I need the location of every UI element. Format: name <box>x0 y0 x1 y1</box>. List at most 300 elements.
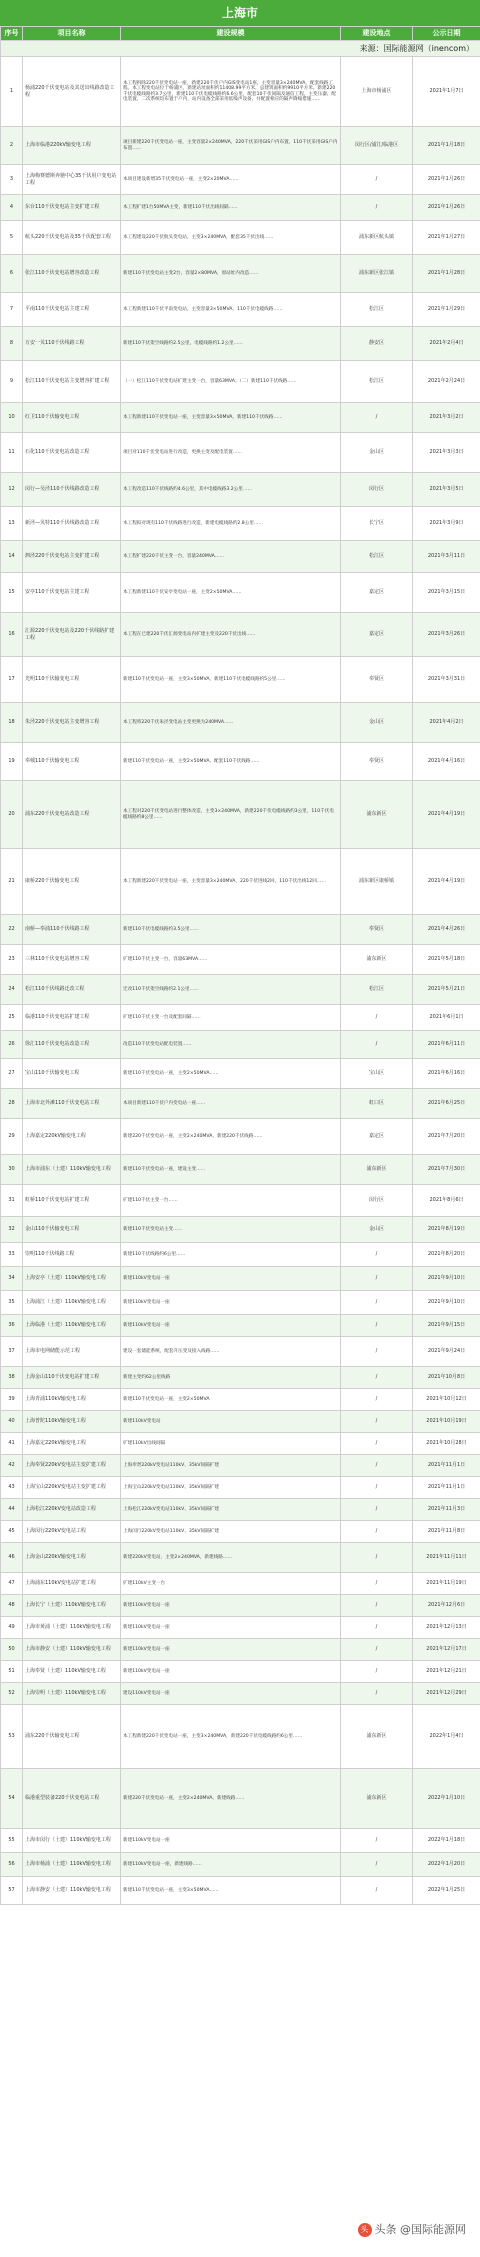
row-scale: 扩建110千伏主变一台，容量63MVA…… <box>121 945 341 975</box>
row-date: 2021年11月11日 <box>413 1543 480 1573</box>
row-name: 杨浦220千伏变电站及其送出线路改造工程 <box>23 57 121 127</box>
row-location: 浦东新区 <box>341 945 413 975</box>
table-row <box>1 573 480 613</box>
row-name: 上海普陀110kV输变电工程 <box>23 1411 121 1433</box>
row-name: 松江110千伏变电站主变增容扩建工程 <box>23 361 121 403</box>
row-location: / <box>341 1499 413 1521</box>
row-date: 2021年11月3日 <box>413 1499 480 1521</box>
table-row <box>1 1617 480 1639</box>
row-scale: 建设一套储能系统，配套升压变及接入线路…… <box>121 1337 341 1367</box>
row-no: 45 <box>1 1521 23 1543</box>
table-row <box>1 1877 480 1905</box>
row-scale: 本工程建设220千伏航头变电站，主变3×240MVA，配套35千伏出线…… <box>121 221 341 255</box>
table-row <box>1 1155 480 1185</box>
row-date: 2021年4月19日 <box>413 781 480 849</box>
row-no: 25 <box>1 1005 23 1031</box>
row-date: 2021年2月4日 <box>413 327 480 361</box>
row-date: 2022年1月10日 <box>413 1769 480 1829</box>
row-date: 2021年12月21日 <box>413 1661 480 1683</box>
row-scale: 新建220千伏变电站一座，主变2×240MVA，新建220千伏线路…… <box>121 1119 341 1155</box>
row-no: 7 <box>1 293 23 327</box>
row-name: 上海梅赛德斯奔驰中心35千伏用户变电站工程 <box>23 165 121 195</box>
row-location: / <box>341 1031 413 1059</box>
row-name: 上海浦江（土建）110kV输变电工程 <box>23 1291 121 1315</box>
row-location: 嘉定区 <box>341 573 413 613</box>
row-no: 32 <box>1 1217 23 1243</box>
row-date: 2021年10月19日 <box>413 1411 480 1433</box>
row-no: 33 <box>1 1243 23 1267</box>
row-no: 44 <box>1 1499 23 1521</box>
header-scale: 建设规模 <box>121 27 341 41</box>
header-name: 项目名称 <box>23 27 121 41</box>
row-location: / <box>341 1639 413 1661</box>
header-no: 序号 <box>1 27 23 41</box>
row-location: 虹口区 <box>341 1089 413 1119</box>
row-location: / <box>341 1617 413 1639</box>
row-scale: 本项目建设新增35千伏变电站一座，主变2×20MVA…… <box>121 165 341 195</box>
row-scale: 本工程新建220千伏变电站一座，主变容量3×240MVA，220千伏进线2回，110千伏出线12回…… <box>121 849 341 915</box>
table-row <box>1 975 480 1005</box>
row-location: 上海市杨浦区 <box>341 57 413 127</box>
row-date: 2021年7月20日 <box>413 1119 480 1155</box>
row-location: 嘉定区 <box>341 613 413 657</box>
row-name: 南桥—奉浦110千伏线路工程 <box>23 915 121 945</box>
row-no: 5 <box>1 221 23 255</box>
row-name: 泗泾220千伏变电站主变扩建工程 <box>23 541 121 573</box>
row-location: / <box>341 1411 413 1433</box>
row-location: 松江区 <box>341 293 413 327</box>
row-name: 上海市临港220kV输变电工程 <box>23 127 121 165</box>
row-name: 上海嘉定220kV输变电工程 <box>23 1119 121 1155</box>
row-location: / <box>341 165 413 195</box>
row-scale: 新建110千伏变电站主变2台，容量2×80MVA，原站址内改造…… <box>121 255 341 293</box>
row-no: 13 <box>1 507 23 541</box>
table-row <box>1 1829 480 1853</box>
row-scale: 新建220千伏变电站一座，主变2×240MVA，新建线路…… <box>121 1769 341 1829</box>
row-name: 朱泾220千伏变电站主变增容工程 <box>23 703 121 743</box>
row-scale: 新建110kV变电站一座 <box>121 1829 341 1853</box>
row-date: 2021年3月2日 <box>413 403 480 433</box>
row-location: / <box>341 1521 413 1543</box>
row-date: 2021年3月11日 <box>413 541 480 573</box>
table-row <box>1 1243 480 1267</box>
row-scale: 上海松江220kV变电站110kV、35kV间隔扩建 <box>121 1499 341 1521</box>
table-row <box>1 1337 480 1367</box>
row-date: 2021年3月5日 <box>413 473 480 507</box>
table-row <box>1 657 480 703</box>
row-scale: 上海闵行220kV变电站110kV、35kV间隔扩建 <box>121 1521 341 1543</box>
row-no: 55 <box>1 1829 23 1853</box>
row-scale: 项目新建220千伏变电站一座，主变容量2×240MVA，220千伏采用GIS户内布置，110千伏采用GIS户内布置…… <box>121 127 341 165</box>
row-scale: 扩建110千伏主变一台及配套间隔…… <box>121 1005 341 1031</box>
row-location: 浦东新区 <box>341 1769 413 1829</box>
row-date: 2021年9月10日 <box>413 1291 480 1315</box>
row-date: 2021年4月16日 <box>413 743 480 781</box>
table-row <box>1 221 480 255</box>
row-location: / <box>341 1337 413 1367</box>
row-date: 2021年3月9日 <box>413 507 480 541</box>
row-no: 21 <box>1 849 23 915</box>
row-name: 石化110千伏变电站改造工程 <box>23 433 121 473</box>
row-scale: 本工程新建110千伏平南变电站，主变容量3×50MVA，110千伏电缆线路…… <box>121 293 341 327</box>
row-location: / <box>341 1477 413 1499</box>
row-location: 嘉定区 <box>341 1119 413 1155</box>
toutiao-logo-icon: 头 <box>358 2223 372 2237</box>
row-name: 上海市电网储能示范工程 <box>23 1337 121 1367</box>
row-location: / <box>341 1005 413 1031</box>
row-location: 闵行区 <box>341 473 413 507</box>
row-name: 上海市静安（土建）110kV输变电工程 <box>23 1639 121 1661</box>
row-date: 2021年11月1日 <box>413 1477 480 1499</box>
row-location: 松江区 <box>341 541 413 573</box>
row-scale: 项目对110千伏变电站进行改造，更换主变及配电装置…… <box>121 433 341 473</box>
table-row <box>1 945 480 975</box>
table-row <box>1 541 480 573</box>
row-scale: 新建110千伏线路约6公里…… <box>121 1243 341 1267</box>
row-no: 31 <box>1 1185 23 1217</box>
row-scale: 上海奉贤220kV变电站110kV、35kV间隔扩建 <box>121 1455 341 1477</box>
row-name: 宝山110千伏输变电工程 <box>23 1059 121 1089</box>
row-no: 3 <box>1 165 23 195</box>
source-note: 来源：国际能源网（inencom） <box>1 41 480 57</box>
row-location: / <box>341 1367 413 1389</box>
row-name: 上海奉贤220kV变电站主变扩建工程 <box>23 1455 121 1477</box>
row-date: 2021年2月24日 <box>413 361 480 403</box>
row-no: 22 <box>1 915 23 945</box>
row-date: 2021年6月11日 <box>413 1031 480 1059</box>
table-row <box>1 703 480 743</box>
row-scale: 本工程新建220千伏变电站一座，主变3×240MVA，新建220千伏电缆线路约6公里…… <box>121 1705 341 1769</box>
row-scale: 本工程扩建1台50MVA主变，新建110千伏出线间隔…… <box>121 195 341 221</box>
row-scale: 新建110kV变电站一座 <box>121 1315 341 1337</box>
table-row <box>1 849 480 915</box>
row-name: 新泾—贝特110千伏线路改造工程 <box>23 507 121 541</box>
row-name: 上海嘉定220kV输变电工程 <box>23 1433 121 1455</box>
row-name: 上海市杨浦（土建）110kV输变电工程 <box>23 1853 121 1877</box>
row-no: 19 <box>1 743 23 781</box>
row-name: 航头220千伏变电站及35千伏配套工程 <box>23 221 121 255</box>
row-scale: 扩建110千伏主变一台…… <box>121 1185 341 1217</box>
table-row <box>1 1005 480 1031</box>
row-date: 2021年5月21日 <box>413 975 480 1005</box>
table-row <box>1 1217 480 1243</box>
table-row <box>1 1389 480 1411</box>
row-date: 2021年4月19日 <box>413 849 480 915</box>
table-row <box>1 127 480 165</box>
row-date: 2021年12月6日 <box>413 1595 480 1617</box>
row-scale: 本项目新建110千伏户内变电站一座…… <box>121 1089 341 1119</box>
row-scale: 新建110千伏变电站主变…… <box>121 1217 341 1243</box>
row-date: 2021年3月3日 <box>413 433 480 473</box>
row-name: 万安一贝110千伏线路工程 <box>23 327 121 361</box>
table-row <box>1 1455 480 1477</box>
row-name: 上海临港（土建）110kV输变电工程 <box>23 1315 121 1337</box>
row-scale: 扩建110kV主变一台 <box>121 1573 341 1595</box>
row-location: 金山区 <box>341 1217 413 1243</box>
row-scale: 新建110千伏变电站一座，主变3×50MVA，新建110千伏电缆线路约5公里…… <box>121 657 341 703</box>
header-date: 公示日期 <box>413 27 480 41</box>
row-location: 奉贤区 <box>341 657 413 703</box>
row-date: 2021年10月8日 <box>413 1367 480 1389</box>
row-date: 2022年1月18日 <box>413 1829 480 1853</box>
row-date: 2021年8月19日 <box>413 1217 480 1243</box>
row-name: 汇源220千伏变电站及220千伏线路扩建工程 <box>23 613 121 657</box>
table-row <box>1 327 480 361</box>
row-scale: 新建110kV变电站 <box>121 1411 341 1433</box>
row-location: 金山区 <box>341 433 413 473</box>
row-name: 东台110千伏变电站主变扩建工程 <box>23 195 121 221</box>
row-name: 上海闵行220kV变电站工程 <box>23 1521 121 1543</box>
row-no: 54 <box>1 1769 23 1829</box>
row-date: 2021年1月7日 <box>413 57 480 127</box>
row-name: 三林110千伏变电站增容工程 <box>23 945 121 975</box>
row-no: 4 <box>1 195 23 221</box>
table-row <box>1 1477 480 1499</box>
table-row <box>1 165 480 195</box>
row-scale: 本工程将220千伏朱泾变电站主变更换为240MVA…… <box>121 703 341 743</box>
row-name: 上海市浦东（土建）110kV输变电工程 <box>23 1155 121 1185</box>
row-date: 2021年11月8日 <box>413 1521 480 1543</box>
table-row <box>1 403 480 433</box>
row-date: 2021年6月25日 <box>413 1089 480 1119</box>
row-no: 53 <box>1 1705 23 1769</box>
watermark-text: 头条 @国际能源网 <box>374 2223 466 2237</box>
row-scale: 新建110kV变电站一座 <box>121 1595 341 1617</box>
row-date: 2021年3月15日 <box>413 573 480 613</box>
table-row <box>1 1853 480 1877</box>
row-location: 浦东新区康桥镇 <box>341 849 413 915</box>
row-name: 金山110千伏输变电工程 <box>23 1217 121 1243</box>
row-scale: 新建110kV变电站一座 <box>121 1617 341 1639</box>
row-no: 27 <box>1 1059 23 1089</box>
row-location: / <box>341 1595 413 1617</box>
row-scale: （一）松江110千伏变电站扩建主变一台，容量63MVA；（二）新建110千伏线路…… <box>121 361 341 403</box>
row-location: / <box>341 1573 413 1595</box>
table-row <box>1 1705 480 1769</box>
row-date: 2021年1月18日 <box>413 127 480 165</box>
row-scale: 本工程改造110千伏线路约4.6公里，其中电缆线路3.2公里…… <box>121 473 341 507</box>
row-date: 2021年1月29日 <box>413 293 480 327</box>
row-name: 闵行—吴泾110千伏线路改造工程 <box>23 473 121 507</box>
row-scale: 建设110kV变电站一座 <box>121 1683 341 1705</box>
table-row <box>1 255 480 293</box>
row-name: 上海崇明（土建）110kV输变电工程 <box>23 1683 121 1705</box>
row-date: 2021年10月12日 <box>413 1389 480 1411</box>
row-date: 2021年4月26日 <box>413 915 480 945</box>
table-row <box>1 57 480 127</box>
row-date: 2021年9月15日 <box>413 1315 480 1337</box>
table-row <box>1 1089 480 1119</box>
row-location: / <box>341 403 413 433</box>
row-date: 2021年10月28日 <box>413 1433 480 1455</box>
row-no: 56 <box>1 1853 23 1877</box>
row-no: 36 <box>1 1315 23 1337</box>
row-scale: 新建110千伏变电站一座，主变3×50MVA…… <box>121 1877 341 1905</box>
row-name: 临港110千伏变电站扩建工程 <box>23 1005 121 1031</box>
row-scale: 本工程对220千伏变电站进行整体改造，主变3×240MVA，新建220千伏电缆线路约3公里，110千伏电缆线路约8公里…… <box>121 781 341 849</box>
row-name: 上海金山110千伏变电站扩建工程 <box>23 1367 121 1389</box>
row-no: 42 <box>1 1455 23 1477</box>
row-scale: 扩建110kV出线间隔 <box>121 1433 341 1455</box>
row-name: 虹桥110千伏变电站扩建工程 <box>23 1185 121 1217</box>
row-location: 松江区 <box>341 361 413 403</box>
row-scale: 本工程拆除220千伏变电站一座，新建220千伏户内GIS变电站1座，主变容量3×240MVA，配套线路工程。本工程变电站位于杨浦区，新建站址面积约11408.99平方米，总建筑面积约9910平方米。新建220千伏电缆线路约3.7公里，新建110千伏电缆线路约6.6公里，配套10千伏间隔及通信工程，主变压器、配电装置、二次系统均布置于户内，站内设备全部采用低噪声设备，并配置相应的隔声降噪措施…… <box>121 57 341 127</box>
row-location: 金山区 <box>341 703 413 743</box>
table-row <box>1 1031 480 1059</box>
table-row <box>1 473 480 507</box>
page-title: 上海市 <box>0 0 480 26</box>
row-no: 2 <box>1 127 23 165</box>
row-date: 2021年12月17日 <box>413 1639 480 1661</box>
row-name: 平南110千伏变电站主建工程 <box>23 293 121 327</box>
row-location: / <box>341 1683 413 1705</box>
row-name: 上海安亭（土建）110kV输变电工程 <box>23 1267 121 1291</box>
row-no: 39 <box>1 1389 23 1411</box>
table-body <box>1 57 480 1905</box>
row-location: / <box>341 1433 413 1455</box>
row-date: 2021年6月16日 <box>413 1059 480 1089</box>
row-date: 2021年1月28日 <box>413 255 480 293</box>
row-date: 2021年3月31日 <box>413 657 480 703</box>
row-date: 2021年9月10日 <box>413 1267 480 1291</box>
row-no: 41 <box>1 1433 23 1455</box>
row-scale: 本工程拟对现有110千伏线路进行改造，新建电缆线路约2.8公里…… <box>121 507 341 541</box>
row-no: 40 <box>1 1411 23 1433</box>
row-no: 26 <box>1 1031 23 1059</box>
row-name: 上海市黄浦（土建）110kV输变电工程 <box>23 1617 121 1639</box>
table-row <box>1 1059 480 1089</box>
row-location: / <box>341 1389 413 1411</box>
row-name: 上海市静安（土建）110kV输变电工程 <box>23 1877 121 1905</box>
row-name: 临港重型装备220千伏变电站工程 <box>23 1769 121 1829</box>
row-name: 浦东220千伏输变电工程 <box>23 1705 121 1769</box>
row-date: 2021年1月26日 <box>413 195 480 221</box>
table-row <box>1 1683 480 1705</box>
row-date: 2021年11月19日 <box>413 1573 480 1595</box>
table-row <box>1 1661 480 1683</box>
row-no: 57 <box>1 1877 23 1905</box>
row-name: 上海青浦110kV输变电工程 <box>23 1389 121 1411</box>
row-date: 2021年6月1日 <box>413 1005 480 1031</box>
project-table <box>0 26 480 1905</box>
row-location: 奉贤区 <box>341 915 413 945</box>
row-location: 浦东新区 <box>341 1705 413 1769</box>
row-no: 9 <box>1 361 23 403</box>
row-scale: 新建110kV变电站一座 <box>121 1267 341 1291</box>
row-no: 50 <box>1 1639 23 1661</box>
table-row <box>1 361 480 403</box>
row-no: 34 <box>1 1267 23 1291</box>
row-location: 浦东新区航头镇 <box>341 221 413 255</box>
row-date: 2021年1月26日 <box>413 165 480 195</box>
row-location: / <box>341 1267 413 1291</box>
row-location: 长宁区 <box>341 507 413 541</box>
row-name: 上海市闵行（土建）110kV输变电工程 <box>23 1829 121 1853</box>
row-no: 17 <box>1 657 23 703</box>
table-row <box>1 613 480 657</box>
row-location: / <box>341 1877 413 1905</box>
watermark <box>358 2223 467 2237</box>
row-no: 8 <box>1 327 23 361</box>
row-location: / <box>341 1543 413 1573</box>
row-no: 48 <box>1 1595 23 1617</box>
row-location: / <box>341 1315 413 1337</box>
table-row <box>1 743 480 781</box>
row-location: / <box>341 1853 413 1877</box>
row-name: 红卫110千伏输变电工程 <box>23 403 121 433</box>
table-row <box>1 1521 480 1543</box>
table-row <box>1 1315 480 1337</box>
table-row <box>1 433 480 473</box>
row-no: 14 <box>1 541 23 573</box>
row-no: 16 <box>1 613 23 657</box>
row-date: 2021年12月29日 <box>413 1683 480 1705</box>
row-no: 23 <box>1 945 23 975</box>
row-no: 20 <box>1 781 23 849</box>
row-date: 2021年4月2日 <box>413 703 480 743</box>
row-scale: 迁改110千伏架空线路约2.1公里…… <box>121 975 341 1005</box>
row-scale: 新建110千伏电缆线路约3.5公里…… <box>121 915 341 945</box>
row-date: 2021年3月26日 <box>413 613 480 657</box>
row-location: 浦东新区张江镇 <box>341 255 413 293</box>
table-row <box>1 293 480 327</box>
row-no: 51 <box>1 1661 23 1683</box>
row-no: 11 <box>1 433 23 473</box>
row-no: 12 <box>1 473 23 507</box>
row-name: 张江110千伏变电站增容改造工程 <box>23 255 121 293</box>
table-row <box>1 1267 480 1291</box>
row-no: 29 <box>1 1119 23 1155</box>
row-name: 浦东220千伏变电站改造工程 <box>23 781 121 849</box>
row-name: 安亭110千伏变电站主建工程 <box>23 573 121 613</box>
row-location: / <box>341 1829 413 1853</box>
row-no: 47 <box>1 1573 23 1595</box>
table-row <box>1 1499 480 1521</box>
row-no: 52 <box>1 1683 23 1705</box>
table-row <box>1 1769 480 1829</box>
row-date: 2021年8月6日 <box>413 1185 480 1217</box>
row-no: 37 <box>1 1337 23 1367</box>
row-date: 2022年1月4日 <box>413 1705 480 1769</box>
row-scale: 新建110千伏变电站一座，主变2×50MVA <box>121 1389 341 1411</box>
row-location: 奉贤区 <box>341 743 413 781</box>
row-name: 上海金山220kV输变电工程 <box>23 1543 121 1573</box>
row-location: 闵行区/浦江/临港区 <box>341 127 413 165</box>
row-location: / <box>341 1291 413 1315</box>
table-row <box>1 1367 480 1389</box>
row-location: / <box>341 1243 413 1267</box>
header-location: 建设地点 <box>341 27 413 41</box>
row-scale: 本工程新建110千伏变电站一座，主变容量3×50MVA，新建110千伏线路…… <box>121 403 341 433</box>
row-scale: 新建主变约62公里线路 <box>121 1367 341 1389</box>
row-scale: 上海宝山220kV变电站110kV、35kV间隔扩建 <box>121 1477 341 1499</box>
row-date: 2021年8月20日 <box>413 1243 480 1267</box>
table-row <box>1 1595 480 1617</box>
row-scale: 新建110千伏变电站一座，主变2×50MVA，配套110千伏线路…… <box>121 743 341 781</box>
row-scale: 本工程在已建220千伏汇源变电站内扩建主变及220千伏出线…… <box>121 613 341 657</box>
row-date: 2022年1月20日 <box>413 1853 480 1877</box>
row-scale: 新建110kV变电站一座 <box>121 1639 341 1661</box>
row-name: 光明110千伏输变电工程 <box>23 657 121 703</box>
row-no: 18 <box>1 703 23 743</box>
row-location: 闵行区 <box>341 1185 413 1217</box>
row-location: 浦东新区 <box>341 1155 413 1185</box>
row-date: 2021年5月18日 <box>413 945 480 975</box>
row-no: 49 <box>1 1617 23 1639</box>
row-name: 松江110千伏线路迁改工程 <box>23 975 121 1005</box>
row-scale: 新建110千伏架空线路约2.5公里，电缆线路约1.2公里…… <box>121 327 341 361</box>
row-no: 24 <box>1 975 23 1005</box>
